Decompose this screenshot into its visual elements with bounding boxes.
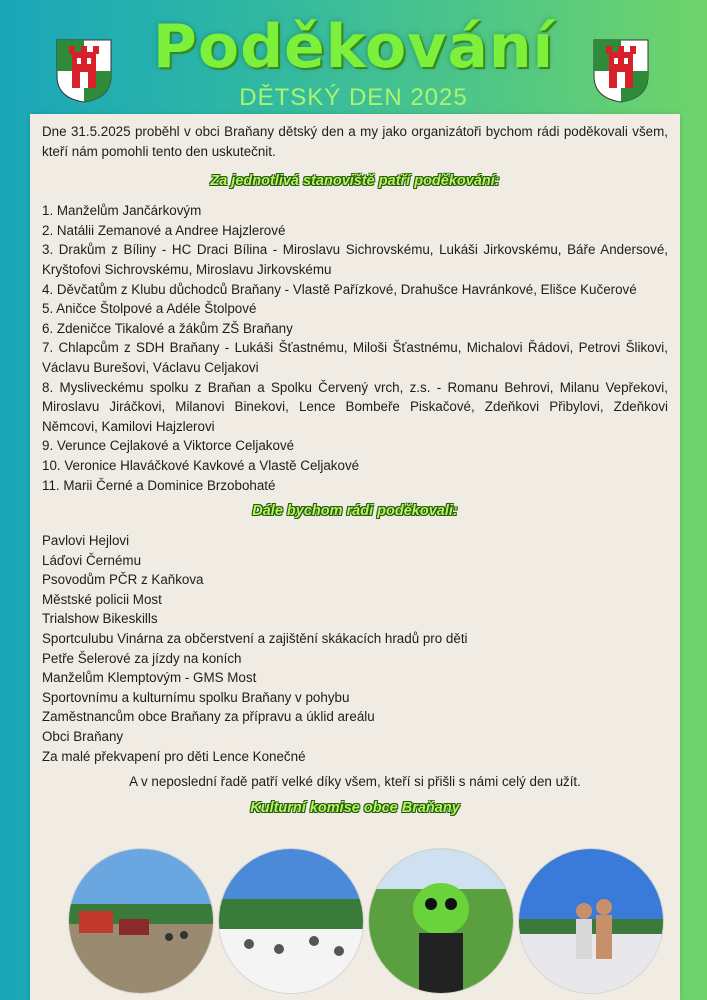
event-photo [518, 848, 664, 994]
event-photo [218, 848, 364, 994]
list-item: 6. Zdeničce Tikalové a žákům ZŠ Braňany [42, 320, 293, 336]
section-heading-others: Dále bychom rádi poděkovali: [252, 503, 458, 520]
list-item: Za malé překvapení pro děti Lence Konečné [42, 748, 306, 764]
list-item: Láďovi Černému [42, 552, 142, 568]
list-item: Sportculubu Vinárna za občerstvení a zajištění skákacích hradů pro děti [42, 631, 468, 647]
list-item: 4. Děvčatům z Klubu důchodců Braňany - Vlastě Pařízkové, Drahušce Havránkové, Elišce Kučerové [42, 281, 637, 297]
list-item: Trialshow Bikeskills [42, 611, 158, 627]
list-item: Manželům Klemptovým - GMS Most [42, 670, 257, 686]
list-item: Psovodům PČR z Kaňkova [42, 572, 204, 588]
list-item: Pavlovi Hejlovi [42, 533, 130, 549]
closing-sentence: A v neposlední řadě patří velké díky všem, kteří si přišli s námi celý den užít. [129, 774, 581, 790]
signature: Kulturní komise obce Braňany [250, 799, 460, 816]
list-item: 2. Natálii Zemanové a Andree Hajzlerové [42, 222, 286, 238]
list-item: Městské policii Most [42, 591, 162, 607]
event-photo [68, 848, 214, 994]
event-photo [368, 848, 514, 994]
page-title: Poděkování [152, 12, 555, 82]
intro-paragraph: Dne 31.5.2025 proběhl v obci Braňany dětský den a my jako organizátoři bychom rádi poděkovali všem, kteří nám pomohli tento den uskutečnit. [42, 124, 668, 159]
list-item: 10. Veronice Hlaváčkové Kavkové a Vlastě Celjakové [42, 457, 360, 473]
list-item: 3. Drakům z Bíliny - HC Draci Bílina - Miroslavu Sichrovskému, Lukáši Jirkovskému, Báře Andersové, Kryštofovi Sichrovskému, Miroslavu Jirkovskému [42, 242, 668, 277]
others-list [42, 531, 668, 766]
photo-strip [0, 848, 707, 998]
list-item: 1. Manželům Jančárkovým [42, 203, 202, 219]
list-item: Petře Šelerové za jízdy na koních [42, 650, 242, 666]
section-heading-stations: Za jednotlivá stanoviště patří poděkování: [210, 173, 500, 190]
list-item: Sportovnímu a kulturnímu spolku Braňany v pohybu [42, 689, 350, 705]
list-item: Zaměstnancům obce Braňany za přípravu a úklid areálu [42, 709, 375, 725]
list-item: 11. Marii Černé a Dominice Brzobohaté [42, 477, 276, 493]
letter-content [42, 122, 668, 828]
list-item: 5. Aničce Štolpové a Adéle Štolpové [42, 301, 257, 317]
list-item: Obci Braňany [42, 729, 124, 745]
list-item: 7. Chlapcům z SDH Braňany - Lukáši Šťastnému, Miloši Šťastnému, Michalovi Řádovi, Petrovi Šlikovi, Václavu Burešovi, Václavu Celjakovi [42, 340, 668, 375]
stations-list [42, 201, 668, 495]
page-subtitle: DĚTSKÝ DEN 2025 [239, 84, 468, 111]
list-item: 8. Mysliveckému spolku z Braňan a Spolku Červený vrch, z.s. - Romanu Behrovi, Milanu Vepřekovi, Miroslavu Jiráčkovi, Milanovi Binekovi, Lence Bombeře Piskačové, Zdeňkovi Přibylovi, Zdeňkovi Němcovi, Kamilovi Hajzlerovi [42, 379, 668, 434]
list-item: 9. Verunce Cejlakové a Viktorce Celjakové [42, 438, 295, 454]
